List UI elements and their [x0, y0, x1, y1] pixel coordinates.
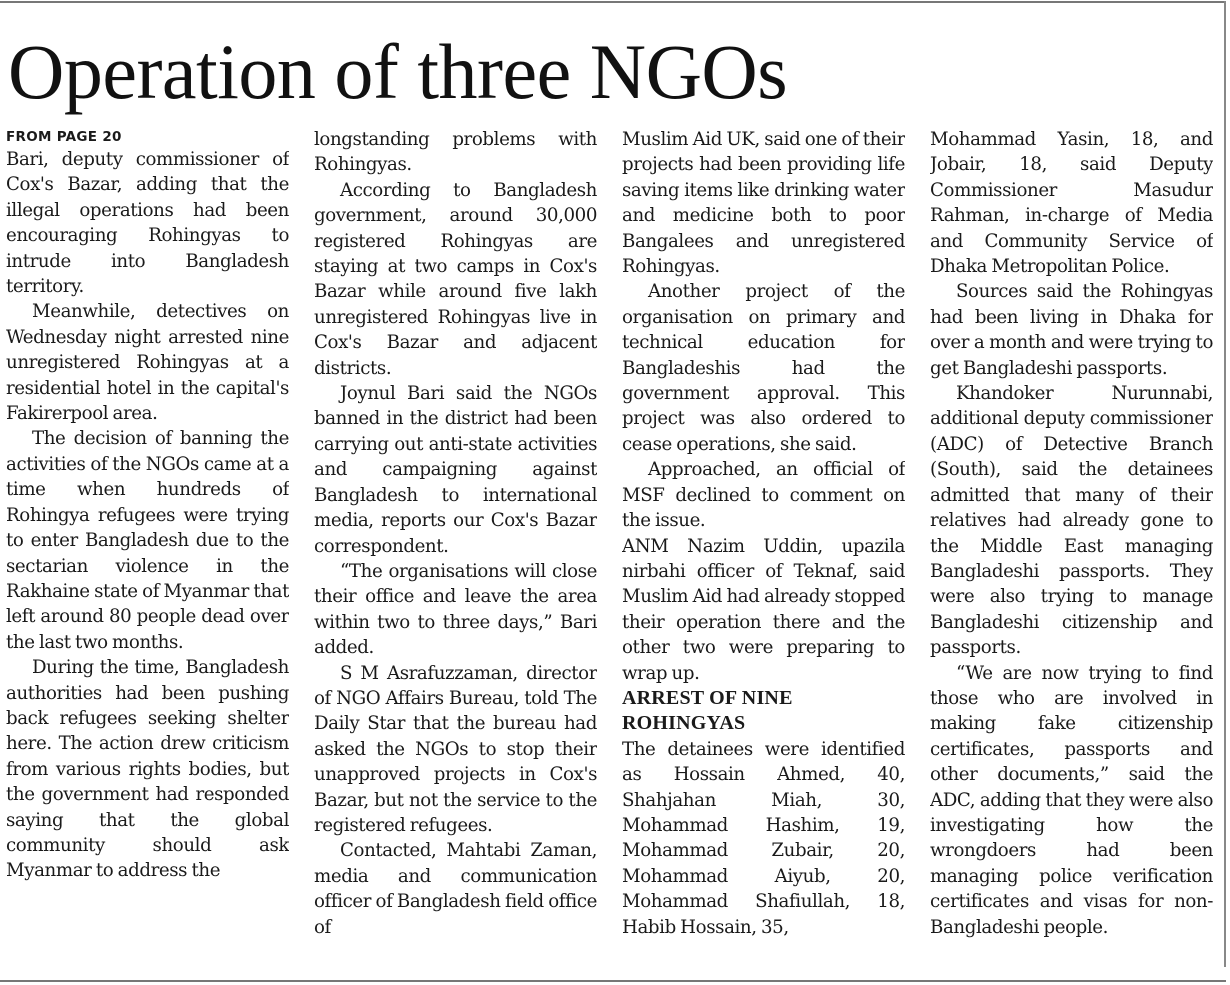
article-column-2	[314, 127, 597, 967]
top-rule	[0, 1, 1226, 3]
paragraph: Another project of the organisation on primary and technical education for Bangladeshis had the government approval. This project was also ordered to cease operations, she said.	[622, 281, 905, 455]
article-column-1	[6, 127, 289, 967]
paragraph: Contacted, Mahtabi Zaman, media and communication officer of Bangladesh field office of	[314, 840, 597, 938]
article-column-3	[622, 127, 905, 967]
paragraph: According to Bangladesh government, around 30,000 registered Rohingyas are staying at two camps in Cox's Bazar while around five lakh unregistered Rohingyas live in Cox's Bazar and adjacent districts.	[314, 179, 597, 379]
paragraph: Sources said the Rohingyas had been living in Dhaka for over a month and were trying to get Bangladeshi passports.	[930, 281, 1213, 379]
paragraph: “The organisations will close their office and leave the area within two to three days,” Bari added.	[314, 560, 597, 659]
headline: Operation of three NGOs	[8, 28, 788, 115]
paragraph: Meanwhile, detectives on Wednesday night arrested nine unregistered Rohingyas at a residential hotel in the capital's Fakirerpool area.	[6, 301, 289, 425]
article-column-4	[930, 127, 1213, 967]
paragraph: Joynul Bari said the NGOs banned in the district had been carrying out anti-state activities and campaigning against Bangladesh to international media, reports our Cox's Bazar correspondent.	[314, 383, 597, 557]
paragraph: Mohammad Yasin, 18, and Jobair, 18, said Deputy Commissioner Masudur Rahman, in-charge of Media and Community Service of Dhaka Metropolitan Police.	[930, 129, 1213, 278]
bottom-rule	[0, 980, 1226, 982]
paragraph: Khandoker Nurunnabi, additional deputy commissioner (ADC) of Detective Branch (South), said the detainees admitted that many of their relatives had already gone to the Middle East managing Bangladeshi passports. They were also trying to manage Bangladeshi citizenship and passports.	[930, 383, 1213, 659]
subhead: ARREST OF NINE ROHINGYAS	[622, 686, 793, 735]
paragraph: “We are now trying to find those who are involved in making fake citizenship certificates, passports and other documents,” said the ADC, adding that they were also investigating how the wrongdoers had been managing police verification certificates and visas for non-Bangladeshi people.	[930, 662, 1213, 938]
paragraph: The decision of banning the activities of the NGOs came at a time when hundreds of Rohingya refugees were trying to enter Bangladesh due to the sectarian violence in the Rakhaine state of Myanmar that left around 80 people dead over the last two months.	[6, 428, 289, 653]
paragraph: longstanding problems with Rohingyas.	[314, 129, 597, 176]
paragraph: Bari, deputy commissioner of Cox's Bazar, adding that the illegal operations had been encouraging Rohingyas to intrude into Bangladesh territory.	[6, 149, 289, 298]
paragraph: Muslim Aid UK, said one of their projects had been providing life saving items like drinking water and medicine both to poor Bangalees and unregistered Rohingyas.	[622, 129, 905, 278]
jump-line: FROM PAGE 20	[6, 129, 122, 145]
paragraph: During the time, Bangladesh authorities had been pushing back refugees seeking shelter here. The action drew criticism from various rights bodies, but the government had responded saying that the global community should ask Myanmar to address the	[6, 657, 289, 882]
paragraph: S M Asrafuzzaman, director of NGO Affairs Bureau, told The Daily Star that the bureau had asked the NGOs to stop their unapproved projects in Cox's Bazar, but not the service to the registered refugees.	[314, 662, 597, 836]
paragraph: The detainees were identified as Hossain Ahmed, 40, Shahjahan Miah, 30, Mohammad Hashim, 19, Mohammad Zubair, 20, Mohammad Aiyub, 20, Mohammad Shafiullah, 18, Habib Hossain, 35,	[622, 738, 905, 938]
paragraph: Approached, an official of MSF declined to comment on the issue.	[622, 459, 905, 532]
right-rule	[1224, 1, 1226, 967]
paragraph: ANM Nazim Uddin, upazila nirbahi officer of Teknaf, said Muslim Aid had already stopped their operation there and the other two were preparing to wrap up.	[622, 535, 905, 684]
